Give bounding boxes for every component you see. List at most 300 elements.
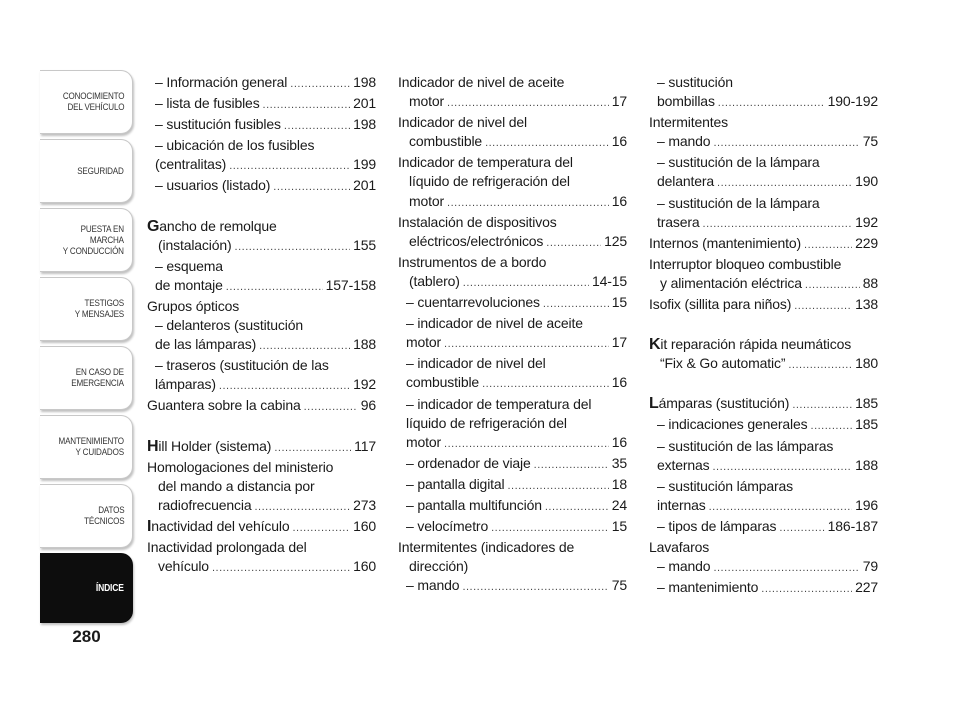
- index-line: [649, 335, 878, 354]
- index-line: [147, 477, 376, 496]
- dot-leader: [235, 236, 351, 257]
- index-term: (tablero): [409, 272, 460, 289]
- page-reference[interactable]: 138: [855, 296, 878, 313]
- index-term: Isofix (sillita para niños): [649, 296, 792, 313]
- page-reference[interactable]: 75: [611, 577, 627, 594]
- index-term: radiofrecuencia: [158, 496, 252, 513]
- index-subentry[interactable]: [649, 437, 878, 477]
- index-line: [398, 192, 627, 213]
- dot-leader: [543, 293, 609, 314]
- page-reference[interactable]: 15: [611, 518, 627, 535]
- index-line: [147, 538, 376, 557]
- index-term: dirección): [409, 558, 469, 575]
- page-reference[interactable]: 160: [353, 558, 376, 575]
- section-tab-label: TESTIGOS Y MENSAJES: [74, 298, 124, 320]
- index-line: [147, 297, 376, 316]
- index-line: [406, 475, 627, 496]
- section-tab-label: PUESTA EN MARCHA Y CONDUCCIÓN: [62, 223, 124, 257]
- index-line: [649, 394, 878, 415]
- dot-leader: [273, 176, 350, 197]
- index-subentry[interactable]: [649, 194, 878, 234]
- page-reference[interactable]: 227: [855, 579, 878, 596]
- index-subentry[interactable]: [649, 477, 878, 517]
- index-subentry[interactable]: [147, 356, 376, 396]
- index-term: de montaje: [155, 276, 223, 293]
- index-term: – velocímetro: [406, 518, 489, 535]
- index-entry[interactable]: [147, 396, 376, 417]
- index-entry[interactable]: [398, 73, 627, 113]
- index-line: [649, 538, 878, 557]
- page-reference[interactable]: 75: [862, 133, 878, 150]
- index-line: [398, 153, 627, 172]
- index-term: – mando: [657, 558, 711, 575]
- index-term: – pantalla multifunción: [406, 496, 542, 513]
- dot-leader: [792, 394, 852, 415]
- letter-heading: K: [649, 336, 661, 354]
- dot-leader: [779, 517, 824, 538]
- index-subentry[interactable]: [398, 517, 627, 538]
- index-line: [406, 314, 627, 333]
- page-reference[interactable]: 190: [855, 173, 878, 190]
- index-line: [657, 73, 878, 92]
- page-reference[interactable]: 198: [353, 74, 376, 90]
- index-term: motor: [409, 93, 445, 110]
- index-line: [398, 557, 627, 576]
- index-subentry[interactable]: [649, 153, 878, 193]
- index-term: it reparación rápida neumáticos: [660, 336, 852, 353]
- index-entry[interactable]: [649, 255, 878, 295]
- index-line: [649, 113, 878, 132]
- dot-leader: [444, 333, 609, 354]
- index-term: – sustitución fusibles: [155, 116, 281, 133]
- index-subentry[interactable]: [398, 314, 627, 354]
- index-term: – indicador de nivel de aceite: [406, 315, 583, 332]
- index-subentry[interactable]: [398, 454, 627, 475]
- index-line: [398, 538, 627, 557]
- index-subentry[interactable]: [398, 475, 627, 496]
- index-term: nactividad del vehículo: [151, 517, 290, 534]
- index-term: líquido de refrigeración del: [406, 414, 567, 431]
- index-line: [657, 153, 878, 172]
- index-line: [398, 113, 627, 132]
- dot-leader: [254, 496, 350, 517]
- index-term: – indicador de nivel del: [406, 355, 546, 372]
- index-line: [155, 73, 376, 94]
- dot-leader: [293, 517, 351, 538]
- dot-leader: [788, 354, 852, 375]
- index-term: (centralitas): [155, 156, 227, 173]
- index-term: – sustitución de la lámpara: [657, 154, 820, 171]
- section-tab-label: SEGURIDAD: [77, 165, 124, 177]
- index-term: internas: [657, 496, 706, 513]
- index-entry[interactable]: [649, 394, 878, 415]
- page-reference[interactable]: 180: [855, 355, 878, 372]
- index-term: Inactividad prolongada del: [147, 538, 307, 555]
- page-reference[interactable]: 79: [862, 558, 878, 575]
- index-line: [657, 496, 878, 517]
- index-term: motor: [409, 192, 445, 209]
- dot-leader: [805, 274, 860, 295]
- dot-leader: [713, 132, 859, 153]
- index-line: [657, 517, 878, 538]
- index-term: Indicador de nivel del: [398, 114, 528, 131]
- dot-leader: [534, 454, 609, 475]
- index-line: [398, 73, 627, 92]
- dot-leader: [804, 234, 852, 255]
- index-term: – mando: [657, 133, 711, 150]
- index-entry[interactable]: [147, 458, 376, 517]
- index-line: [147, 458, 376, 477]
- section-tab[interactable]: [40, 415, 133, 479]
- index-term: vehículo: [158, 558, 209, 575]
- index-line: [406, 414, 627, 433]
- page-reference[interactable]: 96: [360, 397, 376, 414]
- index-term: Interruptor bloqueo combustible: [649, 255, 842, 272]
- index-subentry[interactable]: [147, 257, 376, 297]
- index-term: – usuarios (listado): [155, 177, 271, 194]
- index-entry[interactable]: [147, 217, 376, 257]
- page-reference[interactable]: 196: [855, 496, 878, 513]
- index-line: [398, 213, 627, 232]
- section-tab[interactable]: [40, 139, 133, 203]
- page-reference[interactable]: 88: [862, 274, 878, 291]
- index-line: [657, 213, 878, 234]
- dot-leader: [717, 172, 852, 193]
- index-entry[interactable]: [147, 297, 376, 316]
- index-line: [155, 136, 376, 155]
- page-reference[interactable]: 192: [855, 213, 878, 230]
- dot-leader: [491, 517, 609, 538]
- index-line: [147, 437, 376, 458]
- section-tab[interactable]: [40, 208, 133, 272]
- index-term: – sustitución lámparas: [657, 477, 793, 494]
- letter-heading: H: [147, 437, 159, 455]
- index-subentry[interactable]: [649, 578, 878, 599]
- page-reference[interactable]: 201: [353, 177, 376, 194]
- index-term: Indicador de temperatura del: [398, 154, 573, 171]
- index-term: “Fix & Go automatic”: [660, 355, 786, 372]
- index-term: trasera: [657, 213, 700, 230]
- index-line: [398, 232, 627, 253]
- page-reference[interactable]: 17: [611, 334, 627, 351]
- page-reference[interactable]: 16: [611, 192, 627, 209]
- index-line: [155, 375, 376, 396]
- index-entry[interactable]: [649, 538, 878, 557]
- index-term: Lavafaros: [649, 538, 710, 555]
- dot-leader: [284, 115, 350, 136]
- index-subentry[interactable]: [398, 293, 627, 314]
- index-line: [155, 155, 376, 176]
- index-term: combustible: [409, 133, 483, 150]
- index-subentry[interactable]: [649, 132, 878, 153]
- index-term: bombillas: [657, 93, 715, 110]
- page-reference[interactable]: 16: [611, 374, 627, 391]
- index-term: – indicador de temperatura del: [406, 395, 592, 412]
- index-term: ámparas (sustitución): [658, 395, 790, 412]
- index-line: [398, 253, 627, 272]
- dot-leader: [462, 576, 608, 597]
- page-reference[interactable]: 273: [353, 496, 376, 513]
- page-reference[interactable]: 16: [611, 433, 627, 450]
- index-term: – traseros (sustitución de las: [155, 357, 329, 374]
- page-number: 280: [72, 627, 101, 646]
- index-line: [649, 234, 878, 255]
- index-entry[interactable]: [649, 335, 878, 375]
- section-tabs: [40, 70, 133, 628]
- page-reference[interactable]: 160: [353, 517, 376, 534]
- dot-leader: [444, 433, 609, 454]
- page-reference[interactable]: 18: [611, 475, 627, 492]
- index-term: y alimentación eléctrica: [660, 274, 802, 291]
- index-subentry[interactable]: [398, 576, 627, 597]
- page-reference[interactable]: 201: [353, 95, 376, 112]
- index-term: Grupos ópticos: [147, 297, 240, 314]
- spacer: [649, 316, 878, 335]
- index-line: [147, 496, 376, 517]
- index-entry[interactable]: [398, 113, 627, 153]
- index-subentry[interactable]: [649, 73, 878, 113]
- spacer: [147, 418, 376, 437]
- index-term: ancho de remolque: [159, 217, 277, 234]
- index-term: motor: [406, 433, 442, 450]
- dot-leader: [212, 557, 350, 578]
- index-term: externas: [657, 456, 710, 473]
- index-line: [155, 276, 376, 297]
- index-term: eléctricos/electrónicos: [409, 232, 544, 249]
- index-term: Internos (mantenimiento): [649, 234, 802, 251]
- index-line: [657, 437, 878, 456]
- index-entry[interactable]: [147, 538, 376, 578]
- section-tab[interactable]: [40, 70, 133, 134]
- dot-leader: [304, 396, 358, 417]
- dot-leader: [274, 437, 351, 458]
- index-term: – sustitución de las lámparas: [657, 437, 834, 454]
- dot-leader: [718, 92, 825, 113]
- index-subentry[interactable]: [649, 517, 878, 538]
- index-term: – lista de fusibles: [155, 95, 260, 112]
- index-term: – ordenador de viaje: [406, 454, 531, 471]
- dot-leader: [546, 232, 601, 253]
- index-line: [406, 454, 627, 475]
- index-term: – ubicación de los fusibles: [155, 137, 315, 154]
- section-tab-label: MANTENIMIENTO Y CUIDADOS: [58, 436, 124, 458]
- index-line: [155, 176, 376, 197]
- section-tab[interactable]: [40, 553, 133, 623]
- index-term: lámparas): [155, 376, 216, 393]
- index-term: Guantera sobre la cabina: [147, 397, 301, 414]
- dot-leader: [713, 557, 859, 578]
- index-entry[interactable]: [398, 253, 627, 293]
- index-line: [657, 456, 878, 477]
- index-column-1: [147, 73, 376, 578]
- index-line: [155, 356, 376, 375]
- page-reference[interactable]: 24: [611, 496, 627, 513]
- index-subentry[interactable]: [398, 496, 627, 517]
- index-column-3: [649, 73, 878, 599]
- section-tab[interactable]: [40, 277, 133, 341]
- index-term: Intermitentes: [649, 114, 728, 131]
- index-entry[interactable]: [398, 153, 627, 212]
- dot-leader: [703, 213, 853, 234]
- letter-heading: L: [649, 395, 659, 413]
- index-term: del mando a distancia por: [158, 477, 315, 494]
- index-line: [657, 172, 878, 193]
- index-line: [657, 415, 878, 436]
- index-entry[interactable]: [147, 437, 376, 458]
- index-line: [398, 92, 627, 113]
- index-entry[interactable]: [649, 113, 878, 132]
- section-tab-label: EN CASO DE EMERGENCIA: [71, 367, 124, 389]
- dot-leader: [263, 94, 351, 115]
- page-reference[interactable]: 16: [611, 133, 627, 150]
- index-line: [155, 316, 376, 335]
- section-tab[interactable]: [40, 346, 133, 410]
- index-entry[interactable]: [649, 295, 878, 316]
- index-term: Instrumentos de a bordo: [398, 253, 547, 270]
- index-line: [147, 236, 376, 257]
- section-tab-label: DATOS TÉCNICOS: [83, 505, 124, 527]
- index-subentry[interactable]: [398, 395, 627, 454]
- letter-heading: I: [147, 517, 152, 535]
- index-line: [406, 433, 627, 454]
- index-line: [649, 295, 878, 316]
- spacer: [649, 375, 878, 394]
- index-subentry[interactable]: [147, 73, 376, 94]
- index-term: Intermitentes (indicadores de: [398, 539, 575, 556]
- page-reference[interactable]: 185: [855, 416, 878, 433]
- index-subentry[interactable]: [147, 94, 376, 115]
- index-line: [155, 94, 376, 115]
- index-line: [649, 255, 878, 274]
- index-term: líquido de refrigeración del: [409, 173, 570, 190]
- index-subentry[interactable]: [649, 557, 878, 578]
- dot-leader: [485, 132, 609, 153]
- index-term: ill Holder (sistema): [158, 437, 272, 454]
- index-line: [657, 557, 878, 578]
- dot-leader: [447, 92, 609, 113]
- index-line: [657, 132, 878, 153]
- index-line: [398, 272, 627, 293]
- index-entry[interactable]: [147, 517, 376, 538]
- page-reference[interactable]: 35: [611, 454, 627, 471]
- page-reference[interactable]: 14-15: [591, 272, 627, 289]
- page-reference[interactable]: 188: [855, 456, 878, 473]
- index-term: – sustitución de la lámpara: [657, 194, 820, 211]
- index-subentry[interactable]: [147, 176, 376, 197]
- dot-leader: [259, 335, 350, 356]
- index-term: motor: [406, 334, 442, 351]
- dot-leader: [219, 375, 350, 396]
- page-reference[interactable]: 198: [353, 116, 376, 133]
- index-line: [147, 517, 376, 538]
- page-reference[interactable]: 117: [354, 437, 376, 454]
- index-line: [155, 257, 376, 276]
- page-reference[interactable]: 192: [353, 376, 376, 393]
- index-line: [155, 335, 376, 356]
- index-line: [406, 373, 627, 394]
- page-reference[interactable]: 186-187: [827, 517, 878, 534]
- index-line: [155, 115, 376, 136]
- page-reference[interactable]: 125: [604, 232, 627, 249]
- spacer: [147, 198, 376, 217]
- index-line: [406, 496, 627, 517]
- page-reference[interactable]: 185: [855, 395, 878, 412]
- dot-leader: [761, 578, 852, 599]
- index-term: – tipos de lámparas: [657, 517, 777, 534]
- page-reference[interactable]: 199: [353, 156, 376, 173]
- index-line: [406, 293, 627, 314]
- dot-leader: [713, 456, 853, 477]
- page-reference[interactable]: 229: [855, 234, 878, 251]
- dot-leader: [290, 73, 350, 94]
- page-reference[interactable]: 157-158: [325, 276, 376, 293]
- page-reference[interactable]: 17: [611, 93, 627, 110]
- page-reference[interactable]: 155: [353, 236, 376, 253]
- dot-leader: [229, 155, 350, 176]
- index-term: combustible: [406, 374, 480, 391]
- index-term: – pantalla digital: [406, 475, 505, 492]
- index-term: – delanteros (sustitución: [155, 317, 304, 334]
- index-entry[interactable]: [398, 538, 627, 576]
- dot-leader: [811, 415, 853, 436]
- page-reference[interactable]: 190-192: [827, 93, 878, 110]
- index-line: [398, 132, 627, 153]
- index-line: [406, 395, 627, 414]
- index-line: [147, 217, 376, 236]
- dot-leader: [709, 496, 852, 517]
- index-subentry[interactable]: [649, 415, 878, 436]
- index-subentry[interactable]: [147, 136, 376, 176]
- index-line: [406, 354, 627, 373]
- index-term: – esquema: [155, 257, 223, 274]
- index-subentry[interactable]: [147, 316, 376, 356]
- index-term: de las lámparas): [155, 336, 257, 353]
- dot-leader: [508, 475, 609, 496]
- index-line: [657, 477, 878, 496]
- index-subentry[interactable]: [398, 354, 627, 394]
- index-line: [398, 172, 627, 191]
- index-term: – cuentarrevoluciones: [406, 294, 540, 311]
- index-column-2: [398, 73, 627, 597]
- dot-leader: [482, 373, 609, 394]
- index-entry[interactable]: [398, 213, 627, 253]
- page-reference[interactable]: 15: [611, 294, 627, 311]
- dot-leader: [463, 272, 589, 293]
- index-line: [406, 576, 627, 597]
- section-tab-label: ÍNDICE: [96, 582, 124, 594]
- index-subentry[interactable]: [147, 115, 376, 136]
- index-term: – mantenimiento: [657, 579, 759, 596]
- section-tab[interactable]: [40, 484, 133, 548]
- index-line: [657, 194, 878, 213]
- dot-leader: [794, 295, 852, 316]
- index-line: [649, 354, 878, 375]
- index-term: Instalación de dispositivos: [398, 213, 557, 230]
- letter-heading: G: [147, 217, 160, 235]
- index-term: – sustitución: [657, 74, 733, 90]
- section-tab-label: CONOCIMIENTO DEL VEHÍCULO: [62, 91, 124, 113]
- page-reference[interactable]: 188: [353, 336, 376, 353]
- index-entry[interactable]: [649, 234, 878, 255]
- dot-leader: [545, 496, 609, 517]
- index-line: [657, 578, 878, 599]
- index-line: [147, 557, 376, 578]
- index-term: delantera: [657, 173, 715, 190]
- index-line: [406, 333, 627, 354]
- index-term: – mando: [406, 577, 460, 594]
- dot-leader: [447, 192, 609, 213]
- dot-leader: [226, 276, 323, 297]
